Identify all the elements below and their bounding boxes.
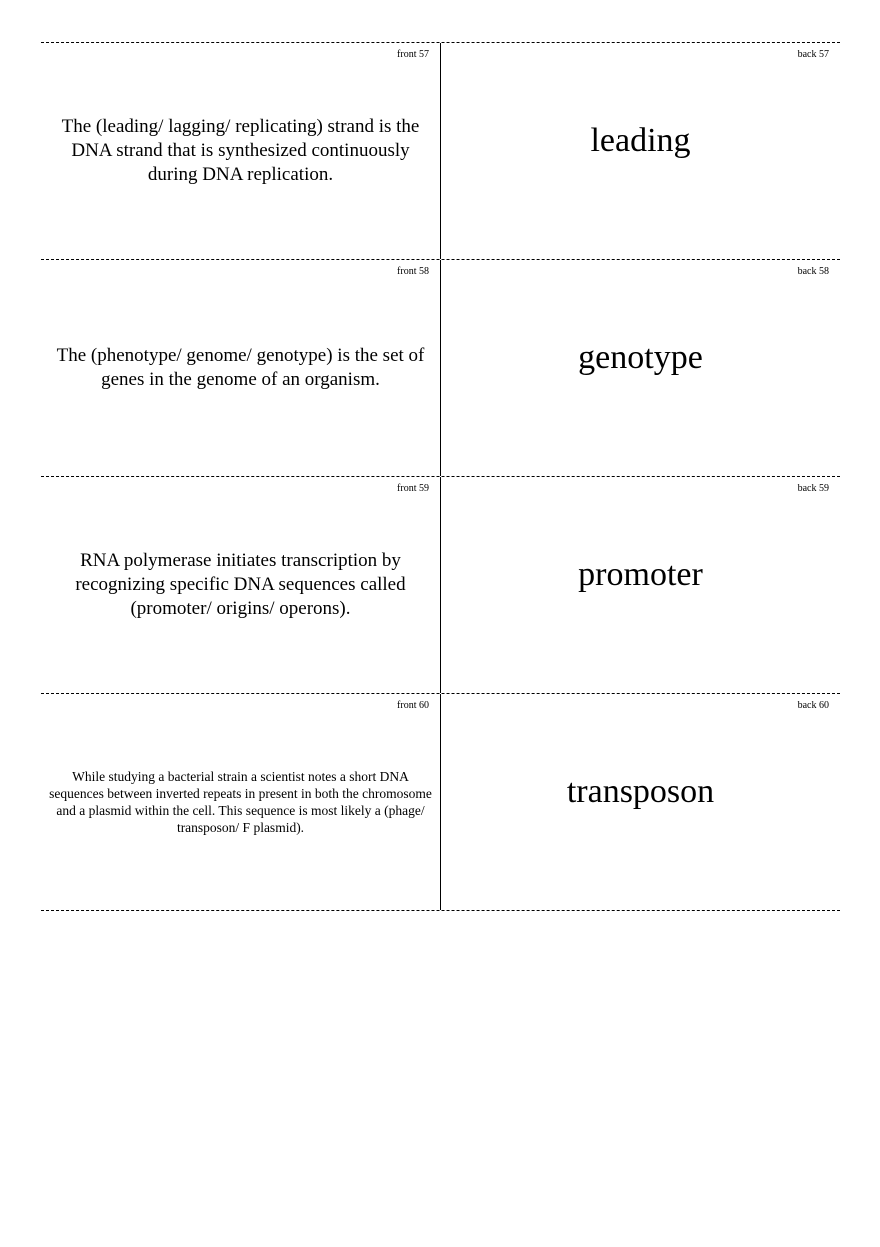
flashcard-row xyxy=(41,693,840,911)
card-number-label: back 58 xyxy=(797,266,829,277)
card-number-label: back 59 xyxy=(797,483,829,494)
answer-text: transposon xyxy=(566,773,715,810)
flashcard-row xyxy=(41,259,840,476)
card-number-label: front 60 xyxy=(397,700,429,711)
flashcard-front xyxy=(41,260,441,476)
question-text: The (phenotype/ genome/ genotype) is the set of genes in the genome of an organism. xyxy=(56,345,425,390)
flashcard-front xyxy=(41,43,441,259)
answer-text: genotype xyxy=(578,339,703,376)
flashcard-back xyxy=(441,477,840,693)
card-number-label: front 58 xyxy=(397,266,429,277)
question-text: RNA polymerase initiates transcription by recognizing specific DNA sequences called (promoter/ origins/ operons). xyxy=(75,550,406,619)
flashcard-row xyxy=(41,42,840,259)
flashcard-back xyxy=(441,694,840,910)
question-text: While studying a bacterial strain a scientist notes a short DNA sequences between inverted repeats in present in both the chromosome and a plasmid within the cell. This sequence is most likely a (phage/ transposon/ F plasmid). xyxy=(49,769,432,835)
flashcard-back xyxy=(441,260,840,476)
flashcard-row xyxy=(41,476,840,693)
answer-text: leading xyxy=(590,122,691,159)
question-text: The (leading/ lagging/ replicating) strand is the DNA strand that is synthesized continuously during DNA replication. xyxy=(61,116,420,185)
flashcard-sheet xyxy=(41,42,840,911)
card-number-label: front 59 xyxy=(397,483,429,494)
flashcard-front xyxy=(41,477,441,693)
flashcard-front xyxy=(41,694,441,910)
flashcard-back xyxy=(441,43,840,259)
card-number-label: front 57 xyxy=(397,49,429,60)
card-number-label: back 57 xyxy=(797,49,829,60)
card-number-label: back 60 xyxy=(797,700,829,711)
answer-text: promoter xyxy=(578,556,703,593)
